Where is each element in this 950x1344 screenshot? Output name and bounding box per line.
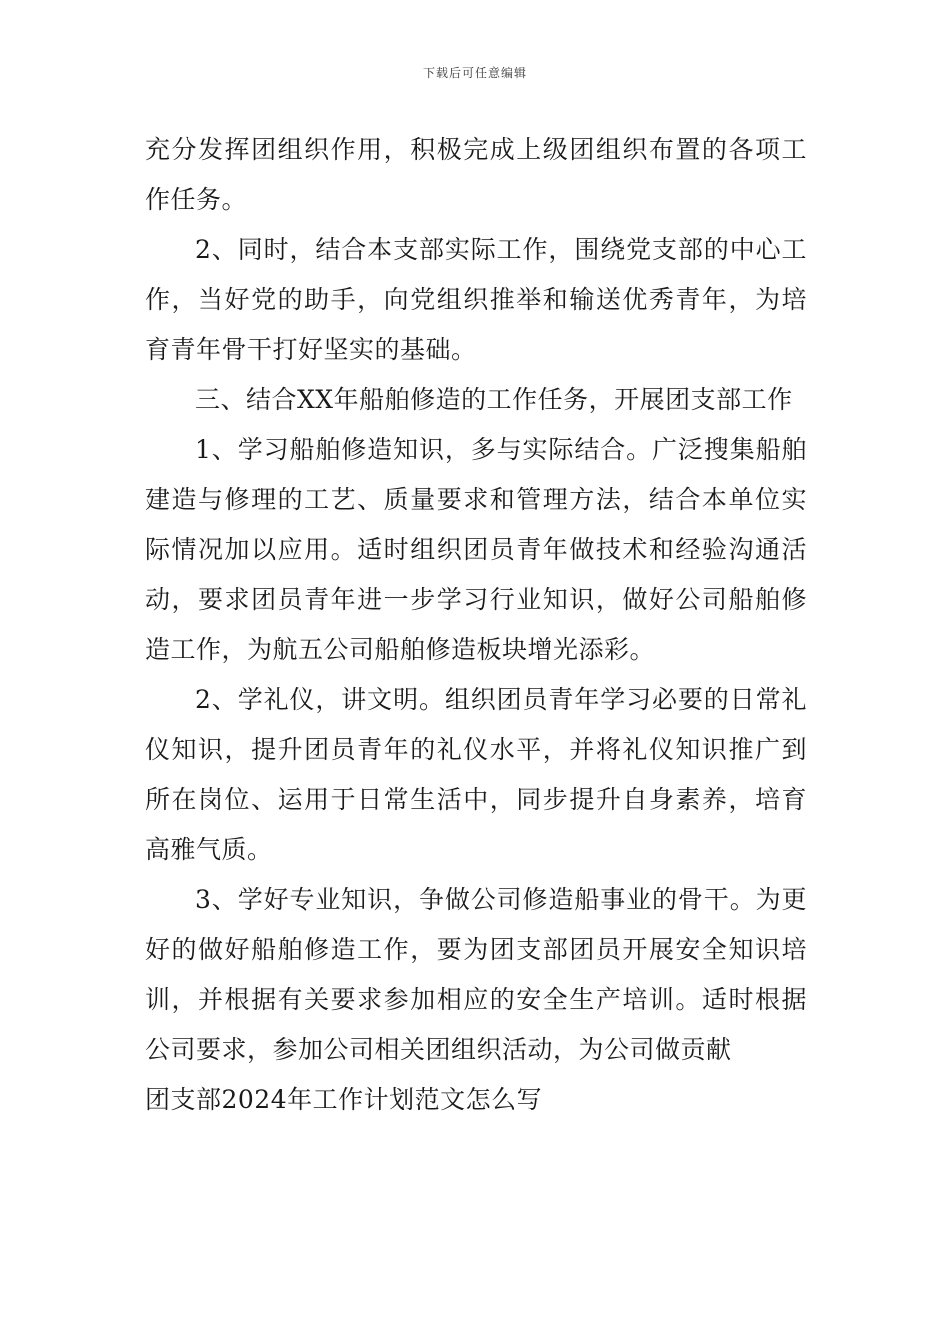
paragraph-item-2: 2、同时，结合本支部实际工作，围绕党支部的中心工作，当好党的助手，向党组织推举和输送优秀青年，为培育青年骨干打好坚实的基础。 xyxy=(145,235,807,364)
paragraph-item-2-etiquette: 2、学礼仪，讲文明。组织团员青年学习必要的日常礼仪知识，提升团员青年的礼仪水平，并将礼仪知识推广到所在岗位、运用于日常生活中，同步提升自身素养，培育高雅气质。 xyxy=(145,685,807,864)
paragraph-item-1: 1、学习船舶修造知识，多与实际结合。广泛搜集船舶建造与修理的工艺、质量要求和管理方法，结合本单位实际情况加以应用。适时组织团员青年做技术和经验沟通活动，要求团员青年进一步学习行业知识，做好公司船舶修造工作，为航五公司船舶修造板块增光添彩。 xyxy=(145,435,807,664)
header-note: 下载后可任意编辑 xyxy=(422,66,527,80)
paragraph-item-3: 3、学好专业知识，争做公司修造船事业的骨干。为更好的做好船舶修造工作，要为团支部团员开展安全知识培训，并根据有关要求参加相应的安全生产培训。适时根据公司要求，参加公司相关团组织活动，为公司做贡献 xyxy=(145,885,807,1064)
trailing-title: 团支部2024年工作计划范文怎么写 xyxy=(145,1085,543,1114)
section-heading-3: 三、结合XX年船舶修造的工作任务，开展团支部工作 xyxy=(195,385,793,414)
document-body xyxy=(145,125,807,1125)
paragraph-continuation: 充分发挥团组织作用，积极完成上级团组织布置的各项工作任务。 xyxy=(145,135,807,214)
